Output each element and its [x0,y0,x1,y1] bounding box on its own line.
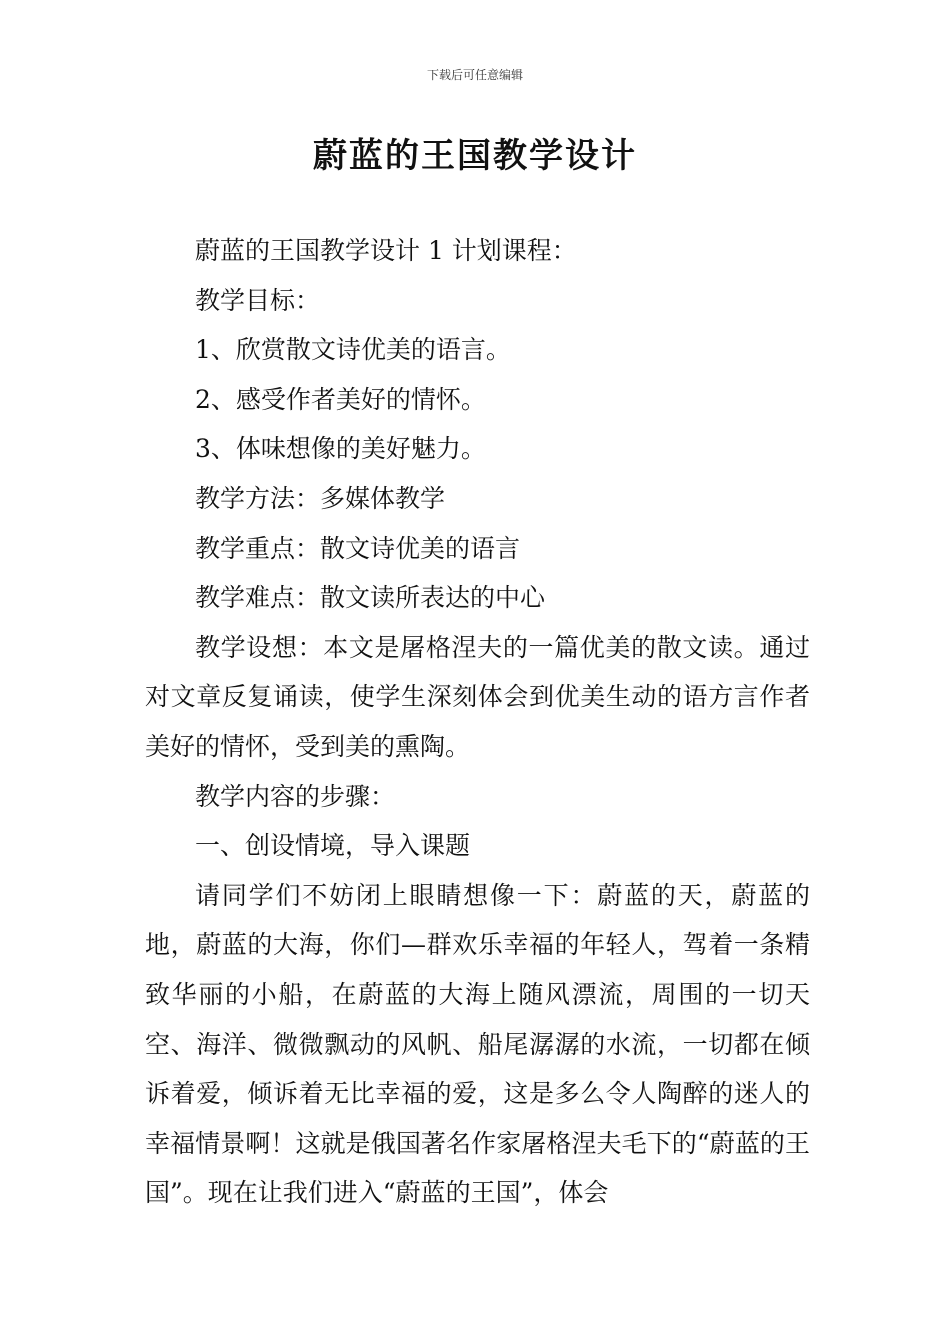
paragraph-plan-heading: 蔚蓝的王国教学设计 1 计划课程： [195,236,577,265]
paragraph-step-1-body: 请同学们不妨闭上眼睛想像一下：蔚蓝的天，蔚蓝的地，蔚蓝的大海，你们—群欢乐幸福的年轻人，驾着一条精致华丽的小船，在蔚蓝的大海上随风漂流，周围的一切天空、海洋、微微飘动的风帆、船尾潺潺的水流，一切都在倾诉着爱，倾诉着无比幸福的爱，这是多么令人陶醉的迷人的幸福情景啊！这就是俄国著名作家屠格涅夫毛下的“蔚蓝的王国”。现在让我们进入“蔚蓝的王国”，体会 [145,880,810,1208]
document-title: 蔚蓝的王国教学设计 [313,136,637,176]
page-header-note: 下载后可任意编辑 [426,68,523,82]
paragraph-goal-1: 1、欣赏散文诗优美的语言。 [195,335,511,365]
paragraph-goal-2: 2、感受作者美好的情怀。 [195,384,486,414]
document-body [145,226,810,1218]
paragraph-goal-3: 3、体味想像的美好魅力。 [195,434,486,464]
paragraph-goals-heading: 教学目标： [195,285,321,315]
paragraph-method: 教学方法：多媒体教学 [195,483,446,513]
paragraph-concept: 教学设想：本文是屠格涅夫的一篇优美的散文读。通过对文章反复诵读，使学生深刻体会到优美生动的语方言作者美好的情怀，受到美的熏陶。 [145,632,810,761]
paragraph-step-1-heading: 一、创设情境，导入课题 [195,831,471,861]
paragraph-steps-heading: 教学内容的步骤： [195,781,396,811]
paragraph-difficulty: 教学难点：散文读所表达的中心 [195,583,546,613]
paragraph-key-point: 教学重点：散文诗优美的语言 [195,533,521,563]
